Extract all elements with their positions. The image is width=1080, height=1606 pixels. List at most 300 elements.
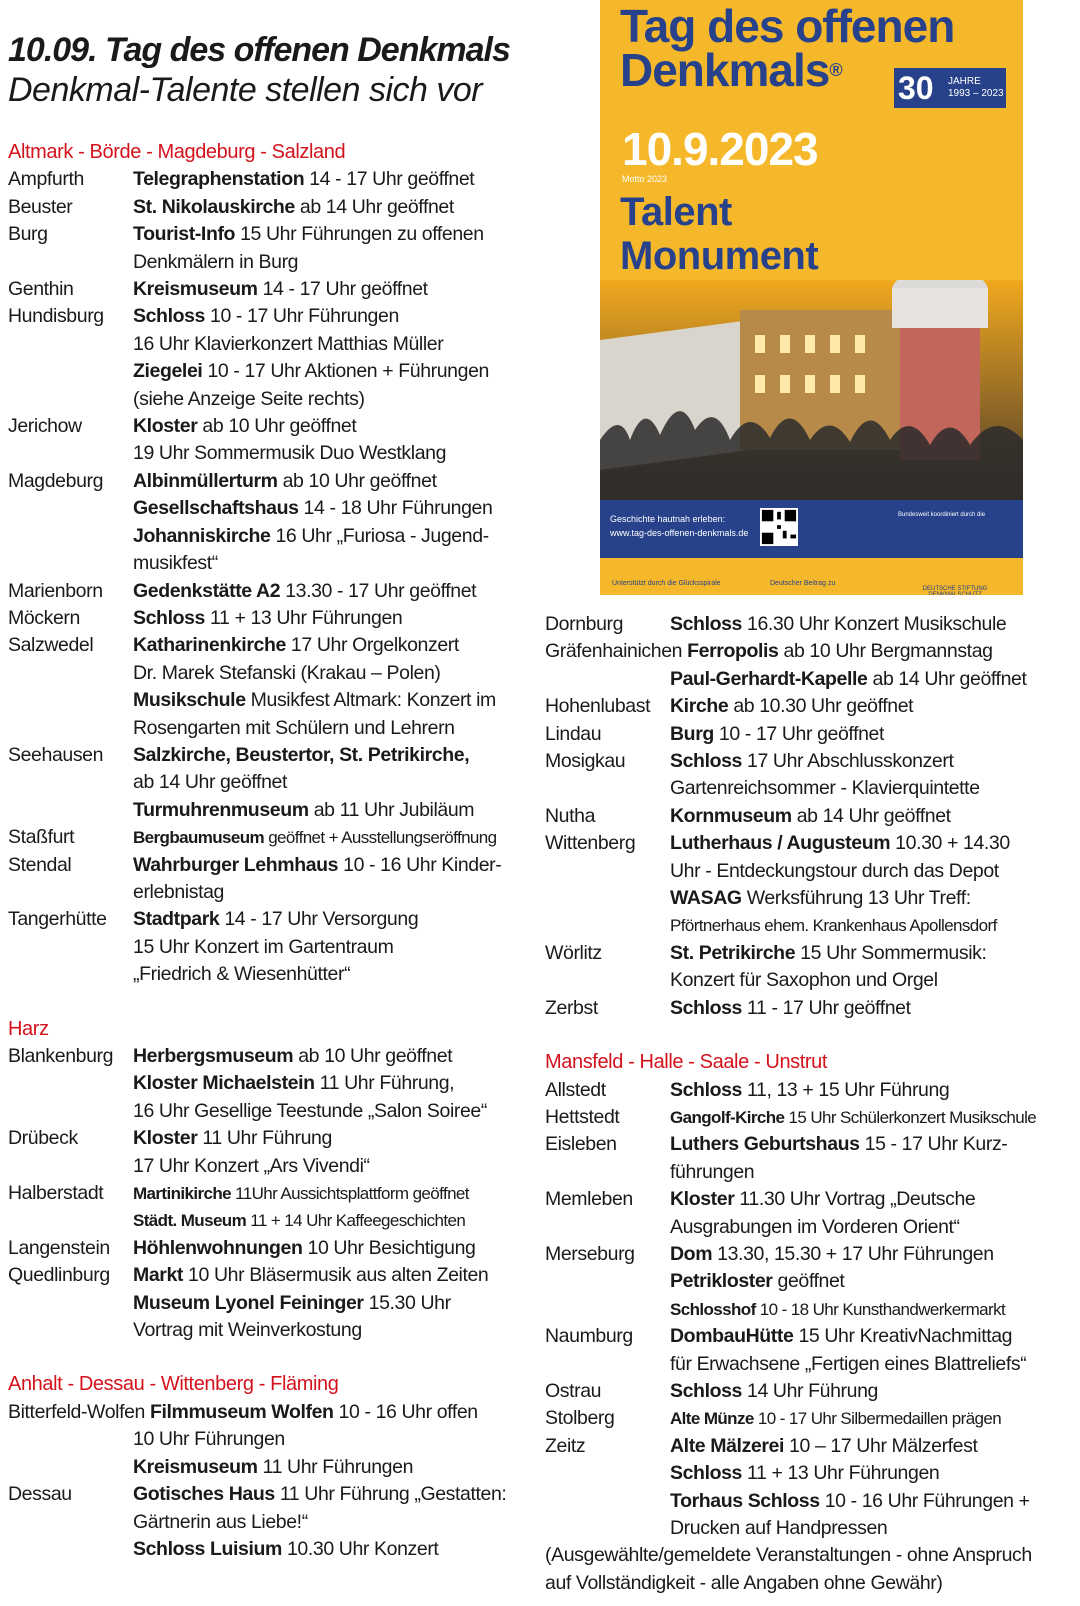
event-text: erlebnistag xyxy=(133,880,224,903)
venue-name: Alte Mälzerei xyxy=(670,1434,785,1457)
place-name xyxy=(545,666,670,693)
event-entry xyxy=(8,221,533,276)
event-entry xyxy=(545,1405,1077,1432)
event-details xyxy=(133,1235,533,1262)
venue-name: Salzkirche, Beustertor, St. Petrikirche, xyxy=(133,743,470,766)
event-text: geöffnet + Ausstellungseröffnung xyxy=(264,828,497,848)
event-line xyxy=(133,358,533,385)
event-line xyxy=(133,276,533,303)
place-name: Seehausen xyxy=(8,743,104,766)
event-text: Konzert für Saxophon und Orgel xyxy=(670,969,938,992)
event-line xyxy=(670,748,1077,775)
event-text: 14 - 17 Uhr Versorgung xyxy=(219,908,419,931)
event-line xyxy=(133,632,533,659)
event-text: 11Uhr Aussichtsplattform geöffnet xyxy=(231,1184,469,1204)
event-line xyxy=(133,660,533,687)
venue-name: Schloss xyxy=(133,305,205,328)
event-entry xyxy=(8,742,533,824)
event-line xyxy=(133,194,533,221)
venue-name: Paul-Gerhardt-Kapelle xyxy=(670,667,868,690)
event-line xyxy=(133,166,533,193)
event-details: 10 - 16 Uhr offen xyxy=(333,1400,478,1423)
event-line xyxy=(133,797,533,824)
place-name: Quedlinburg xyxy=(8,1264,110,1287)
event-details xyxy=(670,1077,1077,1104)
poster-motto-label: Motto 2023 xyxy=(622,174,668,184)
headline xyxy=(8,30,568,110)
event-line xyxy=(133,1536,533,1563)
event-line xyxy=(670,1378,1077,1405)
place-name: Merseburg xyxy=(545,1242,635,1265)
event-text: 15.30 Uhr xyxy=(363,1291,451,1314)
venue-name: Johanniskirche xyxy=(133,524,271,547)
event-text: ab 10 Uhr geöffnet xyxy=(197,415,357,438)
event-text: Drucken auf Handpressen xyxy=(670,1517,888,1539)
event-text: ab 10 Uhr geöffnet xyxy=(277,469,437,492)
event-text: 10 Uhr Besichtigung xyxy=(302,1236,476,1259)
event-text: 15 Uhr KreativNachmittag xyxy=(793,1325,1013,1348)
event-line xyxy=(133,1043,533,1070)
event-line xyxy=(670,803,1077,830)
event-line xyxy=(133,742,533,769)
event-text: für Erwachsene „Fertigen eines Blattreliefs“ xyxy=(670,1352,1027,1375)
place-name: Naumburg xyxy=(545,1325,633,1348)
event-text: 10 Uhr Führungen xyxy=(133,1428,285,1451)
event-line xyxy=(133,906,533,933)
venue-name: Herbergsmuseum xyxy=(133,1045,294,1067)
event-line xyxy=(670,1323,1077,1350)
venue-name: Kirche xyxy=(670,695,729,718)
event-line xyxy=(670,1186,1077,1213)
venue-name: Städt. Museum xyxy=(133,1211,247,1231)
event-entry xyxy=(8,1125,533,1180)
event-line xyxy=(670,693,1077,720)
event-list xyxy=(545,666,1077,1022)
event-line xyxy=(133,440,533,467)
poster-photo-illustration xyxy=(600,280,1023,500)
venue-name: Filmmuseum Wolfen xyxy=(144,1400,334,1423)
event-line xyxy=(133,1125,533,1152)
event-line xyxy=(133,413,533,440)
place-name: Stendal xyxy=(8,853,72,876)
event-line xyxy=(133,331,533,358)
event-line xyxy=(670,1488,1077,1515)
event-line xyxy=(133,1070,533,1097)
event-entry xyxy=(8,1262,533,1344)
event-entry xyxy=(545,721,1077,748)
place-name: Burg xyxy=(8,223,48,246)
venue-name: Kreismuseum xyxy=(133,278,258,301)
venue-name: Dom xyxy=(670,1242,713,1265)
event-line xyxy=(670,1077,1077,1104)
event-list xyxy=(8,166,533,988)
event-line xyxy=(133,1426,533,1453)
venue-name: St. Nikolauskirche xyxy=(133,195,295,218)
disclaimer-line-1: (Ausgewählte/gemeldete Veranstaltungen - ohne Anspruch xyxy=(545,1544,1032,1567)
event-text: 10 - 16 Uhr Kinder- xyxy=(338,853,502,876)
place-name: Eisleben xyxy=(545,1133,617,1156)
event-text: 11 Uhr Führungen xyxy=(257,1455,414,1478)
event-details xyxy=(670,721,1077,748)
event-line xyxy=(133,1454,533,1481)
place-name: Drübeck xyxy=(8,1127,78,1150)
place-name: Zeitz xyxy=(545,1434,586,1457)
place-name: Jerichow xyxy=(8,415,82,438)
venue-name: Telegraphenstation xyxy=(133,168,305,191)
event-details xyxy=(133,1426,533,1481)
event-line xyxy=(133,934,533,961)
venue-name: Markt xyxy=(133,1264,184,1287)
event-text: 15 Uhr Sommermusik: xyxy=(795,941,987,964)
place-name: Zerbst xyxy=(545,996,598,1019)
venue-name: Gedenkstätte A2 xyxy=(133,579,281,602)
disclaimer-line-2: auf Vollständigkeit - alle Angaben ohne Gewähr) xyxy=(545,1571,943,1594)
poster-foundation: DEUTSCHE STIFTUNG DENKMALSCHUTZ xyxy=(922,586,988,595)
place-name: Langenstein xyxy=(8,1236,110,1259)
event-line xyxy=(133,1262,533,1289)
event-text: geöffnet xyxy=(772,1270,845,1293)
venue-name: Schloss xyxy=(670,1379,742,1402)
event-text: 15 Uhr Führungen zu offenen xyxy=(235,223,484,246)
event-line xyxy=(133,879,533,906)
event-line xyxy=(670,721,1077,748)
event-line xyxy=(670,775,1077,802)
event-entry xyxy=(545,748,1077,803)
venue-name: Alte Münze xyxy=(670,1409,754,1429)
event-line xyxy=(670,666,1077,693)
poster-sponsor-2: Deutscher Beitrag zu xyxy=(770,580,836,587)
event-details: ab 10 Uhr Bergmannstag xyxy=(778,640,993,663)
place-name: Ostrau xyxy=(545,1379,602,1402)
event-entry xyxy=(8,906,533,988)
event-text: 13.30 - 17 Uhr geöffnet xyxy=(280,579,477,602)
event-text: 10.30 Uhr Konzert xyxy=(281,1537,439,1560)
event-text: 10 - 17 Uhr Führungen xyxy=(204,305,399,328)
event-text: musikfest“ xyxy=(133,552,218,575)
event-line xyxy=(133,769,533,796)
event-text: 10 - 18 Uhr Kunsthandwerkermarkt xyxy=(755,1299,1006,1319)
event-text: 10 – 17 Uhr Mälzerfest xyxy=(784,1434,978,1457)
event-details xyxy=(670,1378,1077,1405)
event-entry xyxy=(545,830,1077,940)
place-name: Lindau xyxy=(545,722,602,745)
region-heading: Altmark - Börde - Magdeburg - Salzland xyxy=(8,141,346,163)
venue-name: Museum Lyonel Feininger xyxy=(133,1291,364,1314)
event-line xyxy=(670,1268,1077,1295)
event-line xyxy=(133,1481,533,1508)
event-text: führungen xyxy=(670,1160,755,1183)
venue-name: St. Petrikirche xyxy=(670,941,796,964)
event-entry xyxy=(8,1426,533,1481)
event-entry xyxy=(545,638,1077,665)
place-name xyxy=(8,1426,133,1481)
event-line xyxy=(670,912,1077,939)
venue-name: Kloster xyxy=(133,415,198,438)
venue-name: WASAG xyxy=(670,887,742,910)
venue-name: Höhlenwohnungen xyxy=(133,1236,303,1259)
event-text: ab 14 Uhr geöffnet xyxy=(133,771,287,794)
place-name: Nutha xyxy=(545,804,596,827)
place-name: Hohenlubast xyxy=(545,695,651,718)
place-name: Dornburg xyxy=(545,613,624,635)
venue-name: Schlosshof xyxy=(670,1299,756,1319)
venue-name: Schloss xyxy=(670,1462,742,1485)
poster-title-line1: Tag des offenen xyxy=(620,0,955,52)
event-text: 10 - 17 Uhr Silbermedaillen prägen xyxy=(753,1409,1002,1429)
event-entry xyxy=(545,611,1077,638)
event-line xyxy=(133,605,533,632)
place-name: Salzwedel xyxy=(8,634,94,657)
event-details xyxy=(133,824,533,851)
event-text: 17 Uhr Abschlusskonzert xyxy=(741,750,954,773)
event-entry xyxy=(8,578,533,605)
event-list xyxy=(545,611,1077,638)
event-entry xyxy=(8,413,533,468)
venue-name: Martinikirche xyxy=(133,1184,232,1204)
event-details xyxy=(133,605,533,632)
place-name: Mosigkau xyxy=(545,750,626,773)
event-entry xyxy=(545,1186,1077,1241)
event-details xyxy=(133,632,533,742)
event-text: 10.30 + 14.30 xyxy=(890,832,1010,855)
event-text: Dr. Marek Stefanski (Krakau – Polen) xyxy=(133,661,441,684)
event-line xyxy=(133,1290,533,1317)
event-entry xyxy=(545,1323,1077,1378)
event-details xyxy=(670,1104,1077,1131)
event-text: ab 10.30 Uhr geöffnet xyxy=(728,695,914,718)
registered-mark: ® xyxy=(829,60,842,80)
event-entry xyxy=(8,166,533,193)
event-entry xyxy=(8,1399,533,1426)
event-text: 11 Uhr Führung „Gestatten: xyxy=(274,1483,507,1506)
event-text: (siehe Anzeige Seite rechts) xyxy=(133,387,365,410)
event-details xyxy=(670,611,1077,638)
place-name: Magdeburg xyxy=(8,469,104,492)
event-line xyxy=(133,961,533,988)
event-poster xyxy=(600,0,1023,595)
event-text: 14 - 17 Uhr geöffnet xyxy=(257,278,428,301)
event-entry xyxy=(545,1077,1077,1104)
event-entry xyxy=(8,1481,533,1563)
event-text: 13.30, 15.30 + 17 Uhr Führungen xyxy=(712,1242,994,1265)
event-details xyxy=(670,1405,1077,1432)
event-text: 15 - 17 Uhr Kurz- xyxy=(859,1133,1008,1156)
event-line xyxy=(133,249,533,276)
venue-name: Luthers Geburtshaus xyxy=(670,1133,860,1156)
poster-sponsor-1: Unterstützt durch die Glücksspirale xyxy=(612,580,721,587)
event-line xyxy=(133,468,533,495)
event-text: Uhr - Entdeckungstour durch das Depot xyxy=(670,859,999,882)
poster-motto-line2: Monument xyxy=(620,234,819,278)
event-entry xyxy=(8,303,533,413)
event-text: 11 Uhr Führung xyxy=(197,1127,332,1150)
event-details xyxy=(133,166,533,193)
event-text: 14 - 17 Uhr geöffnet xyxy=(304,168,475,191)
event-details xyxy=(133,578,533,605)
event-line xyxy=(670,1351,1077,1378)
event-line xyxy=(670,1104,1077,1131)
venue-name: Bergbaumuseum xyxy=(133,828,265,848)
event-entry xyxy=(545,693,1077,720)
event-list xyxy=(8,1426,533,1563)
event-line xyxy=(133,1180,533,1207)
qr-code-icon xyxy=(760,508,798,546)
poster-date: 10.9.2023 xyxy=(622,123,818,175)
place-name: Blankenburg xyxy=(8,1045,114,1067)
event-line xyxy=(670,1131,1077,1158)
event-line xyxy=(670,967,1077,994)
event-details xyxy=(133,221,533,276)
event-entry xyxy=(8,605,533,632)
event-text: Vortrag mit Weinverkostung xyxy=(133,1319,362,1342)
event-line xyxy=(133,523,533,550)
event-line xyxy=(670,995,1077,1022)
event-details xyxy=(670,1241,1077,1323)
venue-name: Musikschule xyxy=(133,689,246,712)
event-text: 15 Uhr Konzert im Gartentraum xyxy=(133,935,394,958)
place-name: Allstedt xyxy=(545,1078,606,1101)
event-text: 17 Uhr Konzert „Ars Vivendi“ xyxy=(133,1154,370,1177)
event-details xyxy=(133,1481,533,1563)
event-text: ab 11 Uhr Jubiläum xyxy=(308,798,475,821)
event-text: 11 + 13 Uhr Führungen xyxy=(741,1462,940,1485)
place-name: Wörlitz xyxy=(545,941,602,964)
event-line xyxy=(670,1296,1077,1323)
event-details xyxy=(133,1043,533,1125)
venue-name: Gangolf-Kirche xyxy=(670,1107,785,1127)
place-name: Tangerhütte xyxy=(8,908,107,931)
event-entry xyxy=(545,1104,1077,1131)
venue-name: Burg xyxy=(670,722,714,745)
event-text: 16.30 Uhr Konzert Musikschule xyxy=(741,613,1007,635)
event-details xyxy=(133,303,533,413)
event-text: Musikfest Altmark: Konzert im xyxy=(245,689,496,712)
event-text: ab 14 Uhr geöffnet xyxy=(867,667,1027,690)
event-line xyxy=(133,852,533,879)
place-name: Genthin xyxy=(8,278,74,301)
event-entry xyxy=(545,1131,1077,1186)
venue-name: Turmuhrenmuseum xyxy=(133,798,309,821)
venue-name: Ferropolis xyxy=(682,640,779,663)
venue-name: Schloss xyxy=(670,750,742,773)
event-text: 14 - 18 Uhr Führungen xyxy=(298,497,493,520)
poster-support-note: Bundesweit koordiniert durch die xyxy=(898,512,986,518)
event-text: Gartenreichsommer - Klavierquintette xyxy=(670,777,980,800)
event-text: 19 Uhr Sommermusik Duo Westklang xyxy=(133,442,447,465)
event-details xyxy=(133,1262,533,1344)
event-entry xyxy=(8,1043,533,1125)
event-text: 14 Uhr Führung xyxy=(741,1379,878,1402)
event-text: 11.30 Uhr Vortrag „Deutsche xyxy=(734,1188,976,1211)
place-name: Gräfenhainichen xyxy=(545,640,683,663)
event-line xyxy=(133,1207,533,1234)
event-details xyxy=(670,803,1077,830)
event-entry xyxy=(545,803,1077,830)
place-name: Wittenberg xyxy=(545,832,636,855)
event-details xyxy=(133,413,533,468)
venue-name: Schloss xyxy=(670,1078,742,1101)
event-text: ab 14 Uhr geöffnet xyxy=(294,195,454,218)
badge-label: JAHRE xyxy=(948,76,981,87)
poster-footer xyxy=(600,500,1023,595)
event-line xyxy=(670,858,1077,885)
venue-name: Katharinenkirche xyxy=(133,634,286,657)
event-text: 11, 13 + 15 Uhr Führung xyxy=(741,1078,950,1101)
event-text: 10 - 17 Uhr Aktionen + Führungen xyxy=(202,360,489,383)
event-details xyxy=(670,1323,1077,1378)
event-line xyxy=(133,1317,533,1344)
poster-title-line2: Denkmals xyxy=(620,44,830,96)
event-details xyxy=(670,748,1077,803)
venue-name: Lutherhaus / Augusteum xyxy=(670,832,891,855)
event-list xyxy=(545,1077,1077,1543)
event-details xyxy=(670,940,1077,995)
region-heading: Anhalt - Dessau - Wittenberg - Fläming xyxy=(8,1373,339,1396)
venue-name: Kloster xyxy=(133,1127,198,1150)
venue-name: Kloster Michaelstein xyxy=(133,1072,315,1095)
event-entry xyxy=(8,1180,533,1235)
venue-name: Petrikloster xyxy=(670,1270,773,1293)
event-line xyxy=(670,1405,1077,1432)
event-text: 16 Uhr Gesellige Teestunde „Salon Soiree“ xyxy=(133,1099,487,1122)
event-line xyxy=(670,885,1077,912)
place-name: Marienborn xyxy=(8,579,103,602)
event-line xyxy=(670,611,1077,638)
venue-name: Wahrburger Lehmhaus xyxy=(133,853,339,876)
event-entry xyxy=(545,940,1077,995)
event-details xyxy=(133,468,533,578)
event-details xyxy=(670,693,1077,720)
event-text: 16 Uhr „Furiosa - Jugend- xyxy=(270,524,489,547)
event-details xyxy=(133,1180,533,1235)
event-line xyxy=(133,824,533,851)
event-line xyxy=(133,386,533,413)
event-text: 10 - 17 Uhr geöffnet xyxy=(713,722,885,745)
event-line xyxy=(133,578,533,605)
right-column xyxy=(545,611,1077,1597)
event-details xyxy=(670,995,1077,1022)
event-entry xyxy=(8,824,533,851)
event-text: Ausgrabungen im Vorderen Orient“ xyxy=(670,1215,960,1238)
event-line xyxy=(133,495,533,522)
venue-name: Gesellschaftshaus xyxy=(133,497,299,520)
event-text: 11 - 17 Uhr geöffnet xyxy=(741,996,911,1019)
event-entry xyxy=(545,1378,1077,1405)
place-name: Halberstadt xyxy=(8,1182,104,1205)
event-details xyxy=(670,830,1077,940)
venue-name: Albinmüllerturm xyxy=(133,469,278,492)
place-name: Hundisburg xyxy=(8,305,104,328)
event-text: 10 - 16 Uhr Führungen + xyxy=(819,1489,1030,1512)
event-details xyxy=(133,906,533,988)
venue-name: Schloss xyxy=(670,613,742,635)
event-entry xyxy=(8,194,533,221)
venue-name: Stadtpark xyxy=(133,908,220,931)
place-name: Memleben xyxy=(545,1188,633,1211)
poster-url: www.tag-des-offenen-denkmals.de xyxy=(610,528,749,538)
event-details xyxy=(670,666,1077,693)
event-entry xyxy=(545,1433,1077,1543)
event-line xyxy=(133,687,533,714)
event-entry xyxy=(8,276,533,303)
event-line xyxy=(670,830,1077,857)
event-line xyxy=(670,1515,1077,1542)
place-name: Ampfurth xyxy=(8,168,84,191)
event-entry xyxy=(8,852,533,907)
place-name: Stolberg xyxy=(545,1407,615,1430)
place-name: Möckern xyxy=(8,606,80,629)
event-line xyxy=(133,1235,533,1262)
